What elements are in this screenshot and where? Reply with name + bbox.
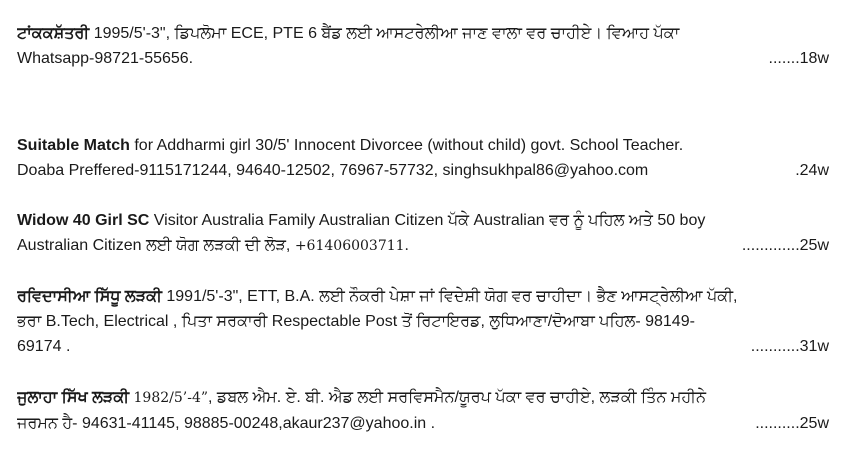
ad-phone: +61406003711. xyxy=(294,238,409,254)
ad-line xyxy=(17,284,833,309)
ad-code: ...........31w xyxy=(745,334,829,359)
ad-line xyxy=(17,133,833,158)
ad-text: Australian Citizen ਲਈ ਯੋਗ ਲੜਕੀ ਦੀ ਲੋੜ, xyxy=(17,237,295,254)
classified-ad xyxy=(17,385,833,436)
ad-heading: ਟਾਂਕਕਸ਼ੱਤਰੀ xyxy=(17,25,90,42)
ad-code: .............25w xyxy=(736,233,829,258)
ad-text: Whatsapp-98721-55656. xyxy=(17,50,194,67)
ad-line xyxy=(17,411,833,436)
ad-heading: Widow 40 Girl SC xyxy=(17,212,150,229)
ad-code: .......18w xyxy=(763,46,829,71)
ad-code: .24w xyxy=(789,158,829,183)
ad-line xyxy=(17,334,833,359)
ad-heading: ਰਵਿਦਾਸੀਆ ਸਿੱਧੂ ਲੜਕੀ xyxy=(17,288,162,305)
ad-line xyxy=(17,385,833,411)
ad-line xyxy=(17,233,833,259)
ad-code: ..........25w xyxy=(749,411,829,436)
ad-heading: ਜੁਲਾਹਾ ਸਿੱਖ ਲੜਕੀ xyxy=(17,389,130,406)
ad-text: Visitor Australia Family Australian Citizen ਪੱਕੇ Australian ਵਰ ਨੂੰ ਪਹਿਲ ਅਤੇ 50 boy xyxy=(149,212,706,229)
ad-year-height: 1982/5’-4” xyxy=(129,390,209,406)
classified-ad xyxy=(17,21,833,71)
ad-text: ਭਰਾ B.Tech, Electrical , ਪਿਤਾ ਸਰਕਾਰੀ Respectable Post ਤੋਂ ਰਿਟਾਇਰਡ, ਲੁਧਿਆਣਾ/ਦੋਆਬਾ ਪਹਿਲ- 98149- xyxy=(17,313,695,330)
classified-ad xyxy=(17,284,833,359)
ad-text: Doaba Preffered-9115171244, 94640-12502, 76967-57732, singhsukhpal86@yahoo.com xyxy=(17,162,649,179)
ad-text: 1995/5'-3", ਡਿਪਲੋਮਾ ECE, PTE 6 ਬੈਂਡ ਲਈ ਆਸਟਰੇਲੀਆ ਜਾਣ ਵਾਲਾ ਵਰ ਚਾਹੀਏ। ਵਿਆਹ ਪੱਕਾ xyxy=(89,25,680,42)
classified-ad xyxy=(17,208,833,259)
ad-text: 1991/5'-3", ETT, B.A. ਲਈ ਨੌਕਰੀ ਪੇਸ਼ਾ ਜਾਂ ਵਿਦੇਸ਼ੀ ਯੋਗ ਵਰ ਚਾਹੀਦਾ। ਭੈਣ ਆਸਟ੍ਰੇਲੀਆ ਪੱਕੀ, xyxy=(161,288,738,305)
ad-text: , ਡਬਲ ਐਮ. ਏ. ਬੀ. ਐਡ ਲਈ ਸਰਵਿਸਮੈਨ/ਯੂਰਪ ਪੱਕਾ ਵਰ ਚਾਹੀਏ, ਲੜਕੀ ਤਿੰਨ ਮਹੀਨੇ xyxy=(208,389,706,406)
ad-text: ਜਰਮਨ ਹੈ- 94631-41145, 98885-00248,akaur237@yahoo.in . xyxy=(17,415,436,432)
ad-line xyxy=(17,46,833,71)
ad-heading: Suitable Match xyxy=(17,137,130,154)
ad-line xyxy=(17,309,833,334)
ad-line xyxy=(17,21,833,46)
classified-ad xyxy=(17,133,833,183)
ad-line xyxy=(17,158,833,183)
ad-text: 69174 . xyxy=(17,338,71,355)
ad-text: for Addharmi girl 30/5' Innocent Divorcee (without child) govt. School Teacher. xyxy=(129,137,684,154)
ad-line xyxy=(17,208,833,233)
